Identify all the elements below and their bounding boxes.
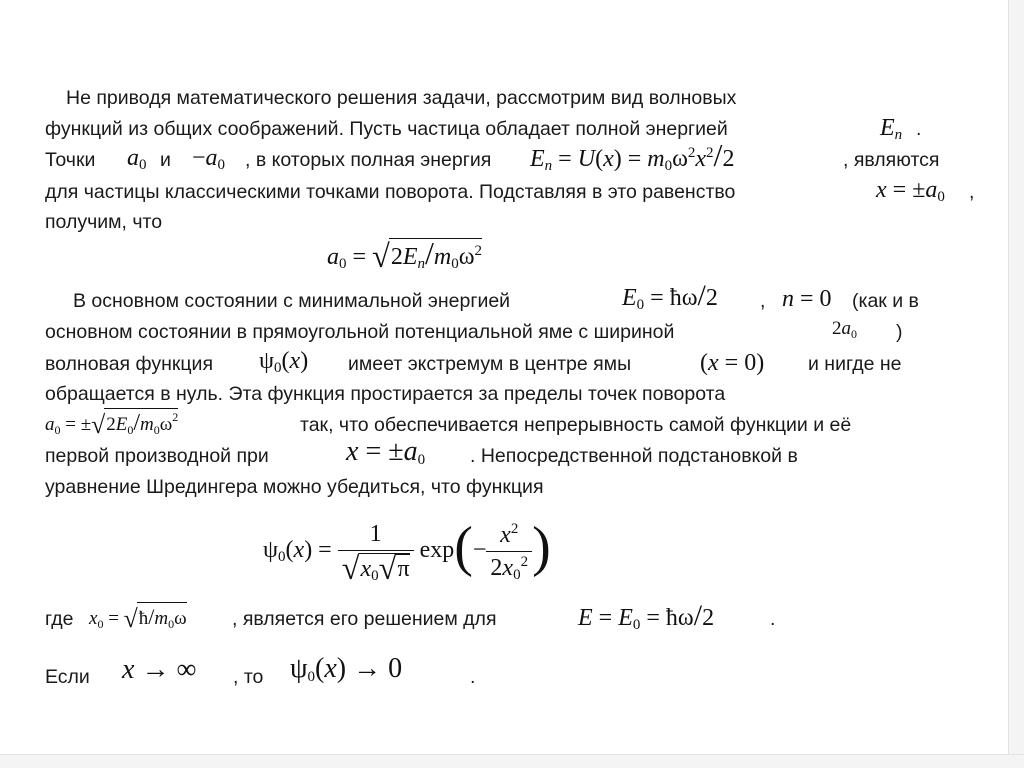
- p1-line3-energy: , в которых полная энергия: [245, 149, 492, 171]
- p2-line5: так, что обеспечивается непрерывность самой функции и её: [300, 414, 852, 436]
- formula-x-pm-a0: $x = \pm a_0$: [876, 177, 945, 205]
- p4-then: , то: [233, 666, 264, 688]
- p2-line3-extremum: имеет экстремум в центре ямы: [348, 353, 632, 375]
- p4-end: .: [470, 666, 476, 688]
- formula-x0-def: $x_0$ = $√ħ/m_0\omega$: [89, 604, 187, 633]
- formula-a0: $a_0$: [127, 145, 147, 173]
- p2-line3-end: и нигде не: [808, 353, 902, 375]
- p1-line5: получим, что: [45, 211, 163, 233]
- formula-x0: (x = 0): [700, 350, 765, 376]
- p2-line6-end: . Непосредственной подстановкой в: [470, 445, 798, 467]
- p1-line1: Не приводя математического решения задачи, рассмотрим вид волновых: [66, 87, 737, 109]
- formula-energy: $E_n = U(x) = m_0\omega^2x^2/2$: [530, 137, 735, 174]
- formula-psi0-zero: $\psi_0(x) \to 0$: [290, 653, 403, 685]
- p3-end: .: [770, 608, 776, 630]
- p4-if: Если: [45, 666, 90, 688]
- p2-line4: обращается в нуль. Эта функция простирается за пределы точек поворота: [45, 383, 726, 405]
- formula-a0-root: $a_0 = √2E_n/m_0\omega^2$: [327, 235, 483, 275]
- p1-line2-end: .: [916, 118, 922, 140]
- p1-line4-end: ,: [969, 181, 975, 203]
- p2-line1-end: (как и в: [852, 290, 919, 312]
- p2-line7: уравнение Шредингера можно убедиться, что функция: [45, 476, 544, 498]
- frame-edge-bottom: [0, 754, 1024, 768]
- p1-line3-and: и: [160, 149, 171, 171]
- formula-x-pm-a0-2: $x = \pm a_0$: [346, 436, 426, 468]
- formula-a0-E0: $a_0 = \pm√2E_0/m_0\omega^2$: [45, 410, 179, 439]
- formula-psi0: $\psi_0(x)$: [259, 348, 309, 376]
- formula-2a0: $2a_0$: [832, 318, 857, 341]
- p1-line4: для частицы классическими точками поворота. Подставляя в это равенство: [45, 181, 736, 203]
- frame-edge-right: [1008, 0, 1024, 767]
- formula-En: $E_n$: [880, 115, 903, 143]
- p2-line3: волновая функция: [45, 353, 214, 375]
- p1-line3-points: Точки: [45, 149, 96, 171]
- p2-line1-comma: ,: [760, 290, 766, 312]
- formula-x-inf: x → ∞: [122, 654, 197, 685]
- formula-psi0-solution: $\psi_0(x)$ = $\frac{1}{√x_0√\pi}$ exp(− $\frac{x^2}{2x_0^2}$ ): [263, 516, 551, 587]
- formula-minus-a0: $-a_0$: [192, 145, 226, 173]
- formula-n0: n = 0: [782, 286, 832, 312]
- p1-line2: функций из общих соображений. Пусть частица обладает полной энергией: [45, 118, 728, 140]
- p2-line1: В основном состоянии с минимальной энергией: [73, 290, 511, 312]
- p2-line2: основном состоянии в прямоугольной потенциальной яме с шириной: [45, 321, 675, 343]
- p1-line3-are: , являются: [843, 149, 940, 171]
- p2-line2-end: ): [896, 321, 903, 343]
- p3-where: где: [45, 608, 74, 630]
- formula-E-E0: $E = E_0$ = ħω/2: [578, 599, 715, 633]
- p3-solution: , является его решением для: [232, 608, 497, 630]
- p2-line6: первой производной при: [45, 445, 269, 467]
- formula-E0: $E_0$ = ħω/2: [622, 279, 718, 313]
